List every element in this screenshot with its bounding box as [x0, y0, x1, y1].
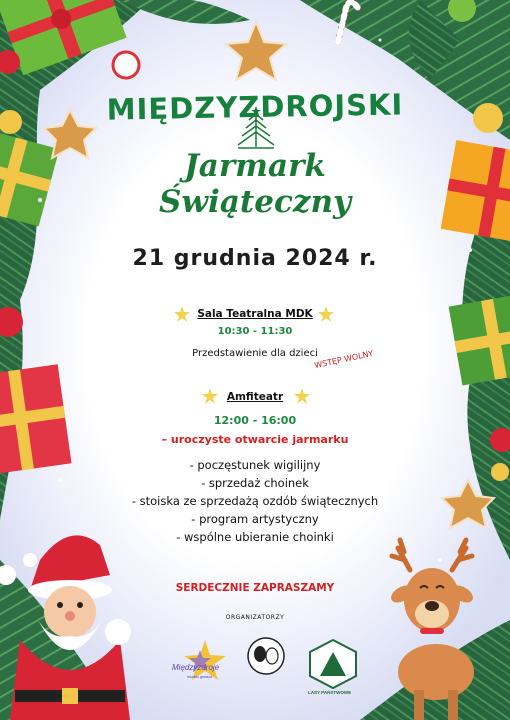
program-item: - wspólne ubieranie choinki — [176, 530, 334, 544]
venue-2-name: Amfiteatr — [226, 391, 284, 403]
event-date: 21 grudnia 2024 r. — [132, 246, 378, 271]
program-item: - program artystyczny — [191, 512, 319, 526]
logo-lasy-text: LASY PAŃSTWOWE — [308, 690, 352, 695]
gingerbread-star — [226, 22, 286, 80]
title-line-1: Jarmark — [184, 148, 326, 184]
logo-lasy-panstwowe — [310, 640, 356, 688]
free-entry-badge: WSTĘP WOLNY — [313, 348, 375, 371]
program-item: - sprzedaż choinek — [201, 476, 309, 490]
venue-1-description: Przedstawienie dla dzieci — [192, 348, 318, 359]
gift-right-green — [449, 293, 510, 386]
program-item: - poczęstunek wigilijny — [189, 458, 321, 472]
venue-2-time: 12:00 - 16:00 — [213, 414, 297, 427]
logo-cultural-center — [248, 638, 284, 674]
venue-1-time: 10:30 - 11:30 — [217, 326, 293, 337]
opening-ceremony: – uroczyste otwarcie jarmarku — [161, 433, 349, 446]
logo-miedzyzdroje-subtext: miasto gwiazd — [187, 674, 213, 679]
organizers-label: ORGANIZATORZY — [225, 614, 285, 621]
logo-miedzyzdroje-text: Międzyzdroje — [172, 663, 220, 672]
candy-ball — [113, 52, 139, 78]
invitation-text: SERDECZNIE ZAPRASZAMY — [175, 582, 335, 594]
venue-1-name: Sala Teatralna MDK — [197, 308, 313, 320]
header-top-line: MIĘDZYZDROJSKI — [106, 87, 404, 127]
title-line-2: Świąteczny — [158, 184, 351, 220]
program-item: - stoiska ze sprzedażą ozdób świątecznych — [131, 494, 379, 508]
